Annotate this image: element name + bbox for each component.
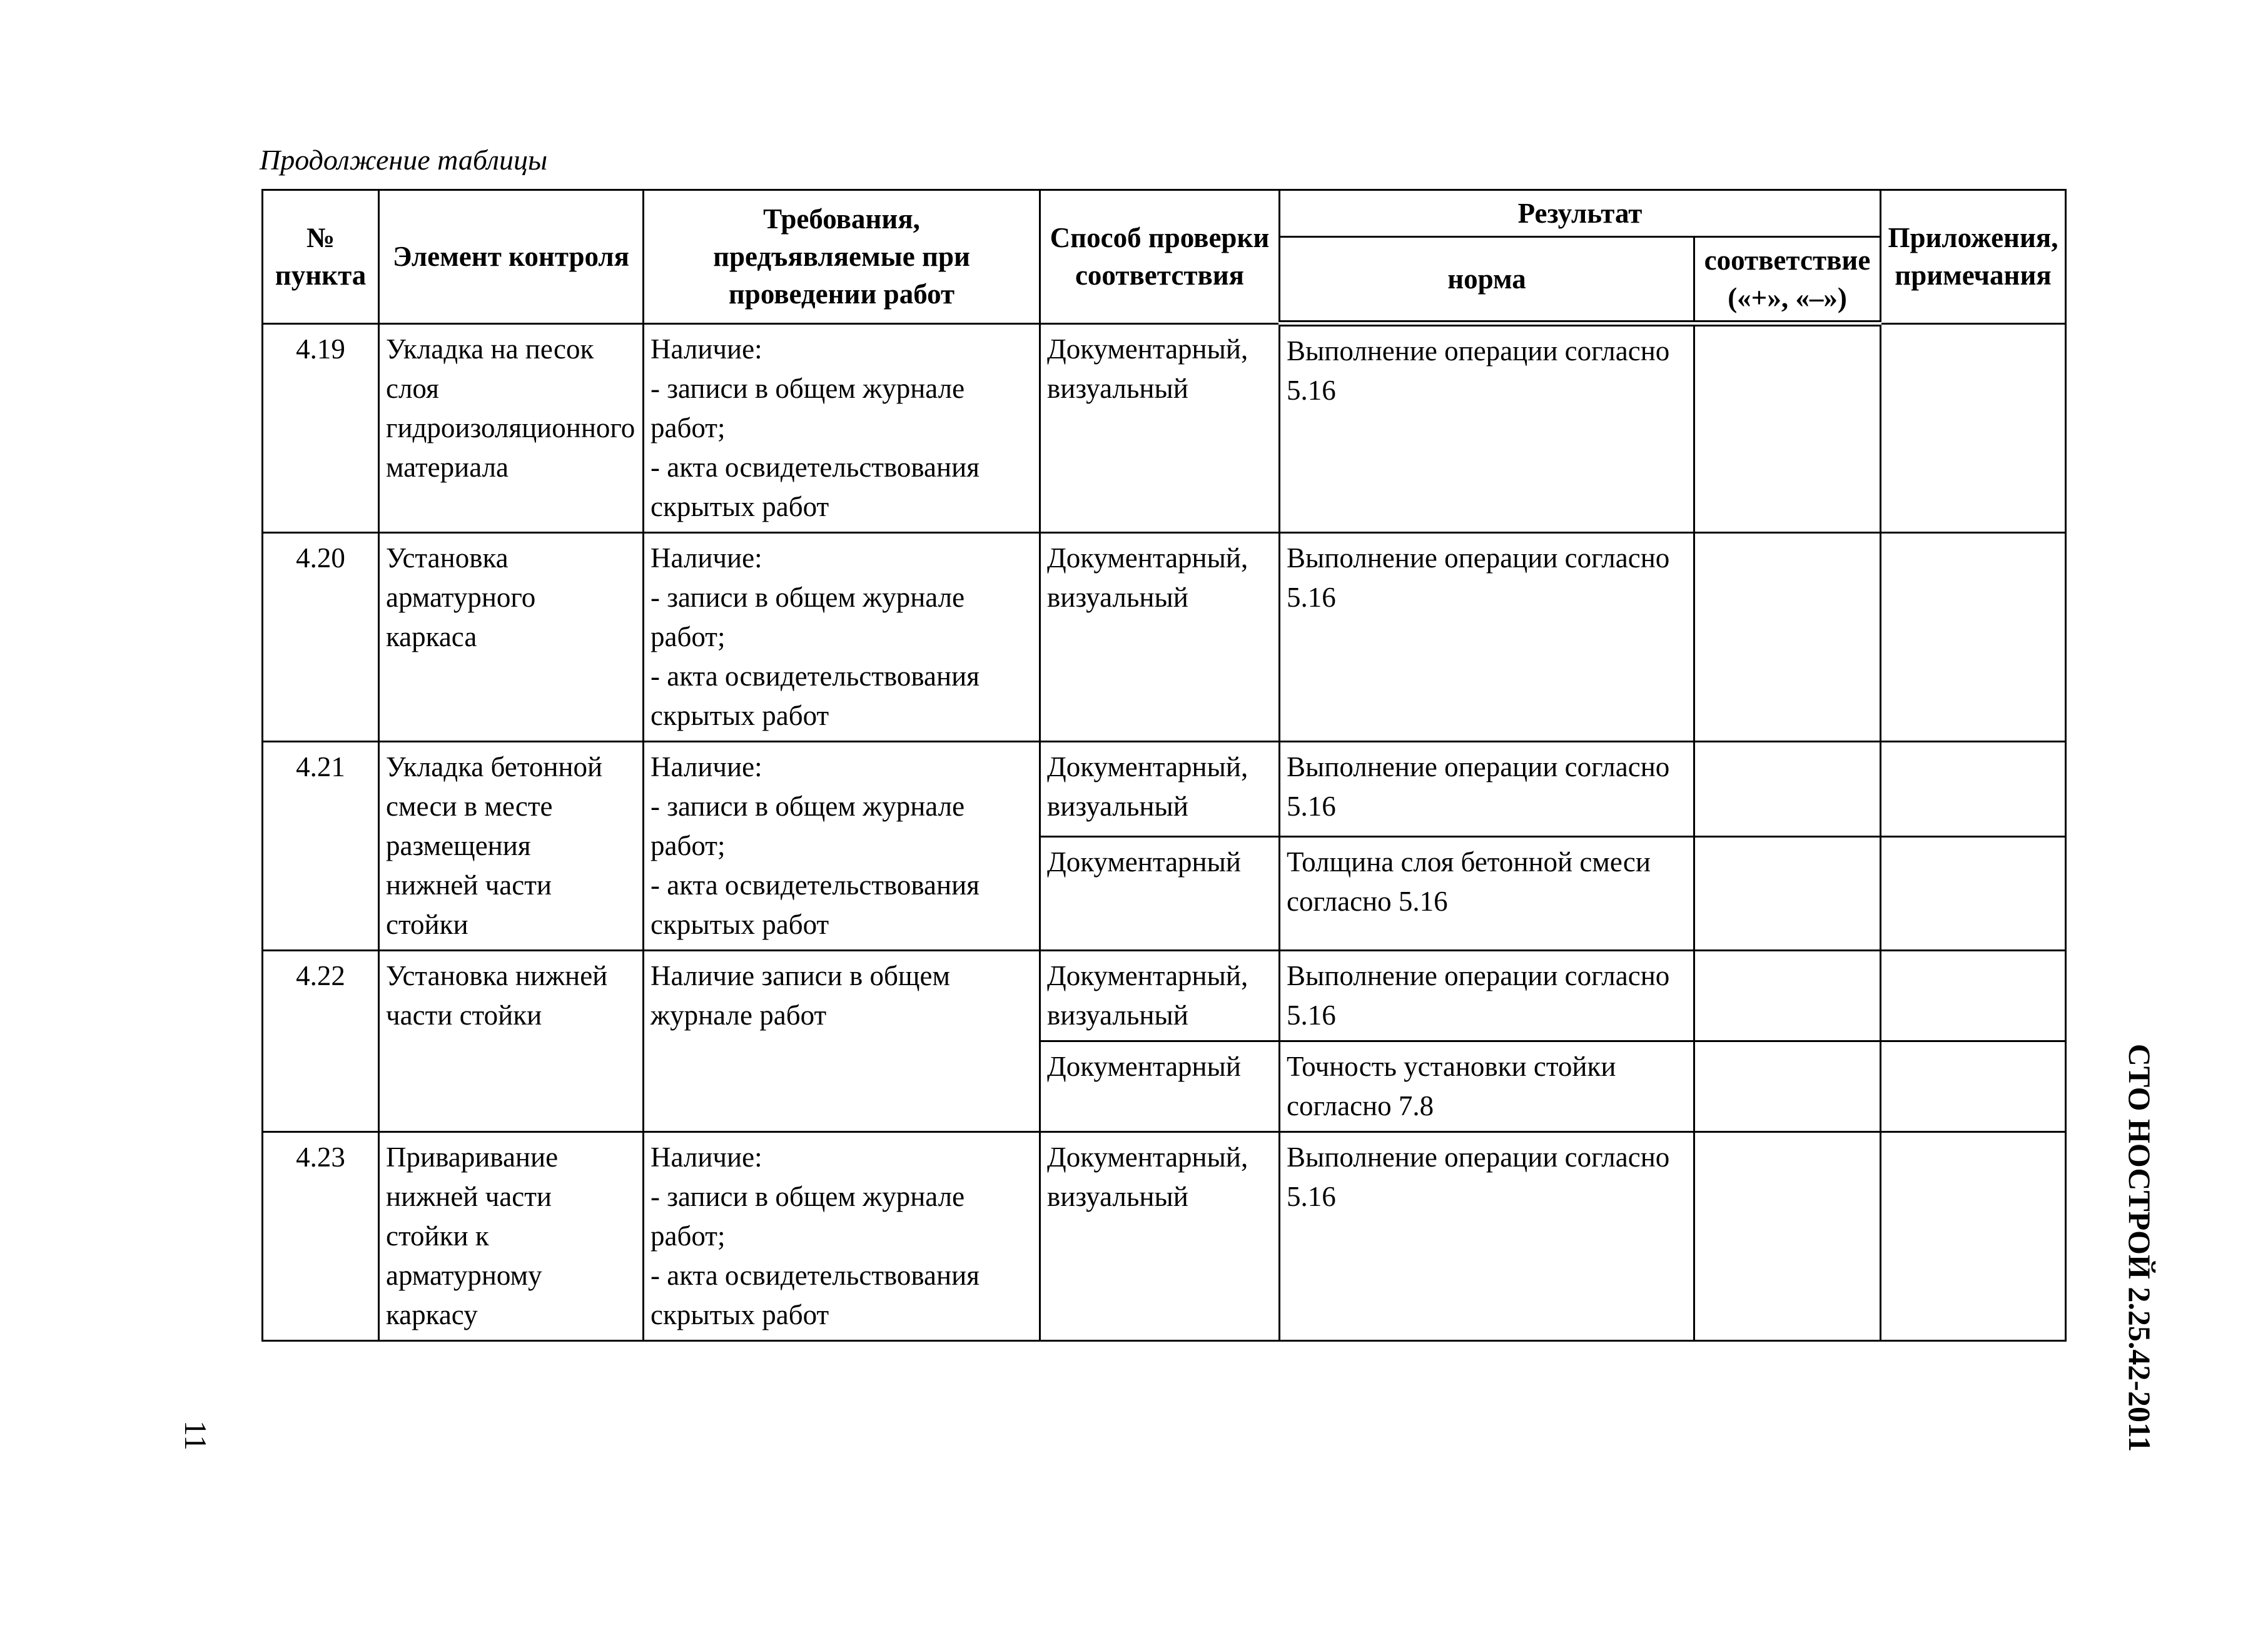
row-requirements: Наличие: - записи в общем журнале работ; - акта освидетельствования скрытых работ — [644, 741, 1040, 950]
table-row — [263, 741, 2066, 837]
row-requirements: Наличие: - записи в общем журнале работ; - акта освидетельствования скрытых работ — [644, 1131, 1040, 1340]
header-compliance: соответствие («+», «–») — [1694, 237, 1881, 324]
header-requirements: Требования, предъявляемые при проведении работ — [644, 190, 1040, 324]
row-compliance — [1694, 323, 1881, 532]
row-requirements: Наличие записи в общем журнале работ — [644, 950, 1040, 1131]
row-method: Документарный, визуальный — [1040, 323, 1280, 532]
row-norm: Выполнение операции согласно 5.16 — [1280, 741, 1694, 837]
row-compliance — [1694, 1041, 1881, 1131]
row-compliance — [1694, 741, 1881, 837]
row-number: 4.19 — [263, 323, 379, 532]
row-number: 4.21 — [263, 741, 379, 950]
row-number: 4.22 — [263, 950, 379, 1131]
page-number-text: 11 — [178, 1420, 213, 1451]
row-element: Установка арматурного каркаса — [379, 532, 644, 741]
table-row — [263, 950, 2066, 1041]
control-table — [261, 189, 2067, 1342]
row-element: Установка нижней части стойки — [379, 950, 644, 1131]
header-notes: Приложения, примечания — [1881, 190, 2066, 324]
header-row-1 — [263, 190, 2066, 237]
header-norm: норма — [1280, 237, 1694, 324]
document-code — [2105, 1041, 2174, 1454]
row-norm: Выполнение операции согласно 5.16 — [1280, 1131, 1694, 1340]
table-row — [263, 1131, 2066, 1340]
row-compliance — [1694, 1131, 1881, 1340]
row-element: Укладка на песок слоя гидроизоляционного материала — [379, 323, 644, 532]
document-code-text: СТО НОСТРОЙ 2.25.42-2011 — [2122, 1043, 2157, 1452]
row-notes — [1881, 1041, 2066, 1131]
row-method: Документарный, визуальный — [1040, 532, 1280, 741]
row-norm: Толщина слоя бетонной смеси согласно 5.16 — [1280, 837, 1694, 950]
page-number — [168, 1401, 224, 1470]
row-notes — [1881, 1131, 2066, 1340]
table-row — [263, 532, 2066, 741]
row-notes — [1881, 532, 2066, 741]
row-compliance — [1694, 532, 1881, 741]
row-method: Документарный, визуальный — [1040, 1131, 1280, 1340]
row-number: 4.23 — [263, 1131, 379, 1340]
row-compliance — [1694, 837, 1881, 950]
table-row — [263, 323, 2066, 532]
row-requirements: Наличие: - записи в общем журнале работ; - акта освидетельствования скрытых работ — [644, 532, 1040, 741]
row-number: 4.20 — [263, 532, 379, 741]
row-notes — [1881, 837, 2066, 950]
row-norm: Точность установки стойки согласно 7.8 — [1280, 1041, 1694, 1131]
row-notes — [1881, 950, 2066, 1041]
row-compliance — [1694, 950, 1881, 1041]
row-notes — [1881, 323, 2066, 532]
row-method: Документарный, визуальный — [1040, 741, 1280, 837]
header-element: Элемент контроля — [379, 190, 644, 324]
row-method: Документарный — [1040, 1041, 1280, 1131]
row-norm: Выполнение операции согласно 5.16 — [1280, 950, 1694, 1041]
row-notes — [1881, 741, 2066, 837]
row-element: Укладка бетонной смеси в месте размещения нижней части стойки — [379, 741, 644, 950]
row-norm: Выполнение операции согласно 5.16 — [1280, 323, 1694, 532]
row-requirements: Наличие: - записи в общем журнале работ; - акта освидетельствования скрытых работ — [644, 323, 1040, 532]
header-result: Результат — [1280, 190, 1881, 237]
header-method: Способ проверки соответствия — [1040, 190, 1280, 324]
row-method: Документарный, визуальный — [1040, 950, 1280, 1041]
row-norm: Выполнение операции согласно 5.16 — [1280, 532, 1694, 741]
table-caption: Продолжение таблицы — [260, 144, 548, 176]
row-method: Документарный — [1040, 837, 1280, 950]
header-num: № пункта — [263, 190, 379, 324]
row-element: Приваривание нижней части стойки к арматурному каркасу — [379, 1131, 644, 1340]
